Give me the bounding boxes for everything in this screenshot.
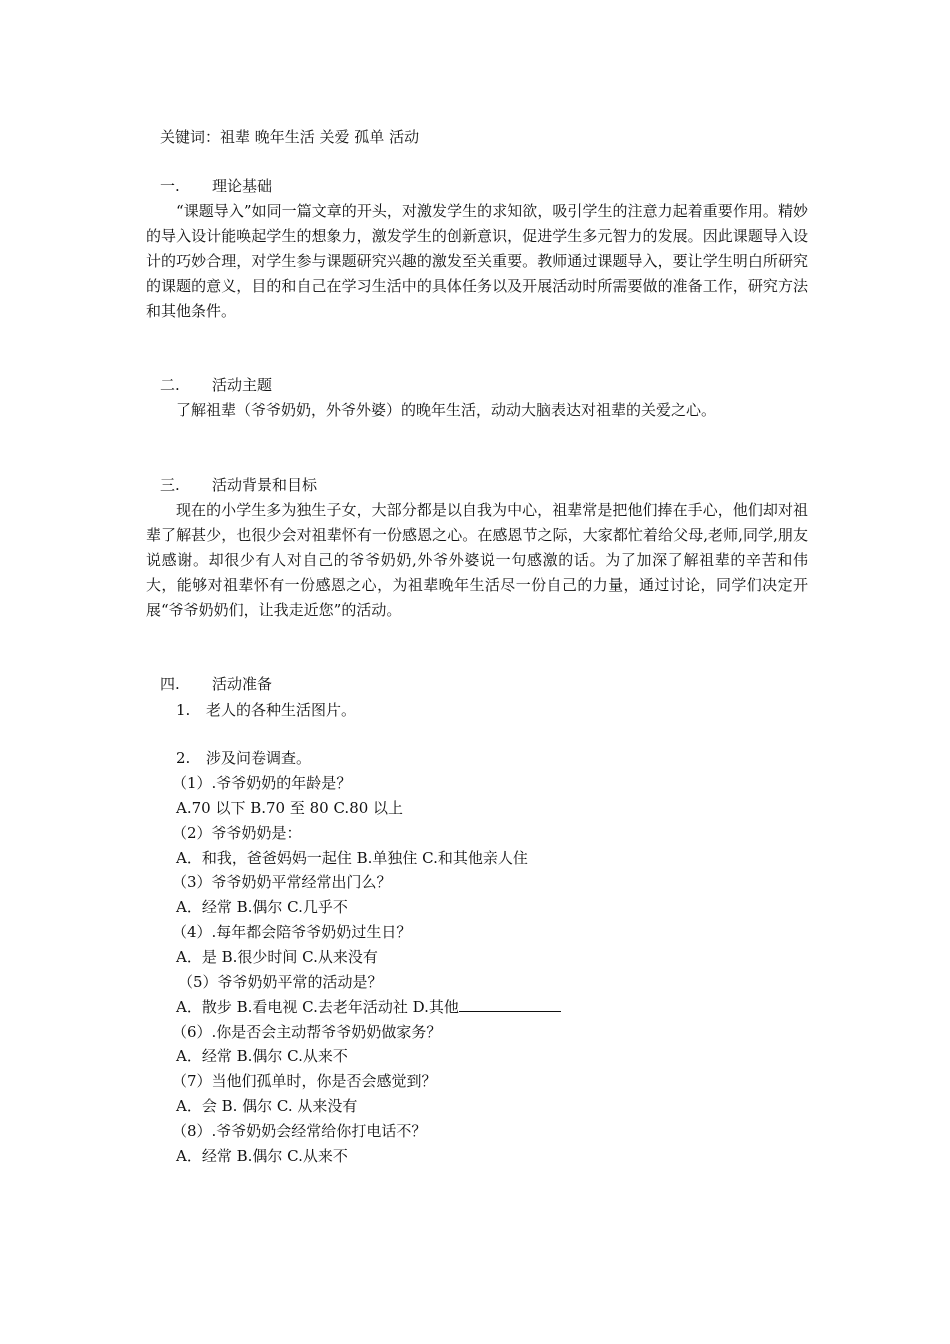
survey-question: （6）.你是否会主动帮爷爷奶奶做家务？ <box>172 1023 442 1041</box>
section-heading-4 <box>160 674 272 694</box>
survey-options: A．散步 B.看电视 C.去老年活动社 D.其他 <box>176 998 459 1016</box>
survey-question: （3）爷爷奶奶平常经常出门么？ <box>172 873 392 891</box>
survey-options: A．经常 B.偶尔 C.从来不 <box>176 1147 348 1165</box>
survey-question: （2）爷爷奶奶是： <box>172 824 302 842</box>
survey-question: （5）爷爷奶奶平常的活动是？ <box>178 973 383 991</box>
section-paragraph-2: 了解祖辈（爷爷奶奶，外爷外婆）的晚年生活，动动大脑表达对祖辈的关爱之心。 <box>176 401 717 419</box>
survey-options: A.70 以下 B.70 至 80 C.80 以上 <box>176 799 404 817</box>
section-number: 二. <box>160 376 180 394</box>
survey-question: （4）.每年都会陪爷爷奶奶过生日？ <box>172 923 412 941</box>
survey-question: （8）.爷爷奶奶会经常给你打电话不？ <box>172 1122 427 1140</box>
answer-blank-line[interactable] <box>459 997 561 1012</box>
prep-item-number: 1. <box>176 701 191 719</box>
survey-options: A．和我，爸爸妈妈一起住 B.单独住 C.和其他亲人住 <box>176 849 528 867</box>
prep-item <box>176 700 356 720</box>
survey-options: A．经常 B.偶尔 C.几乎不 <box>176 898 348 916</box>
section-title: 理论基础 <box>212 177 273 195</box>
section-number: 三. <box>160 476 180 494</box>
prep-item-number: 2. <box>176 749 191 767</box>
section-number: 四. <box>160 675 180 693</box>
section-title: 活动主题 <box>212 376 273 394</box>
section-number: 一. <box>160 177 180 195</box>
survey-question: （7）当他们孤单时，你是否会感觉到？ <box>172 1072 437 1090</box>
keywords-line: 关键词：祖辈 晚年生活 关爱 孤单 活动 <box>160 128 420 146</box>
survey-options-row <box>176 997 561 1017</box>
survey-question: （1）.爷爷奶奶的年龄是？ <box>172 774 352 792</box>
section-paragraph-3: 现在的小学生多为独生子女，大部分都是以自我为中心，祖辈常是把他们捧在手心，他们却对祖辈了解甚少，也很少会对祖辈怀有一份感恩之心。在感恩节之际，大家都忙着给父母,老师,同学,朋友说感谢。却很少有人对自己的爷爷奶奶,外爷外婆说一句感激的话。为了加深了解祖辈的辛苦和伟大，能够对祖辈怀有一份感恩之心，为祖辈晚年生活尽一份自己的力量，通过讨论，同学们决定开展“爷爷奶奶们，让我走近您”的活动。 <box>146 501 808 619</box>
survey-options: A．经常 B.偶尔 C.从来不 <box>176 1047 348 1065</box>
prep-item-text: 老人的各种生活图片。 <box>206 701 357 719</box>
section-heading-1 <box>160 176 272 196</box>
survey-options: A．是 B.很少时间 C.从来没有 <box>176 948 378 966</box>
section-heading-2 <box>160 375 272 395</box>
prep-item <box>176 748 311 768</box>
section-title: 活动背景和目标 <box>212 476 318 494</box>
survey-options: A．会 B. 偶尔 C. 从来没有 <box>176 1097 358 1115</box>
section-paragraph-1: “课题导入”如同一篇文章的开头，对激发学生的求知欲，吸引学生的注意力起着重要作用。精妙的导入设计能唤起学生的想象力，激发学生的创新意识，促进学生多元智力的发展。因此课题导入设计的巧妙合理，对学生参与课题研究兴趣的激发至关重要。教师通过课题导入，要让学生明白所研究的课题的意义，目的和自己在学习生活中的具体任务以及开展活动时所需要做的准备工作，研究方法和其他条件。 <box>146 202 808 320</box>
section-heading-3 <box>160 475 317 495</box>
section-title: 活动准备 <box>212 675 273 693</box>
prep-item-text: 涉及问卷调查。 <box>206 749 312 767</box>
